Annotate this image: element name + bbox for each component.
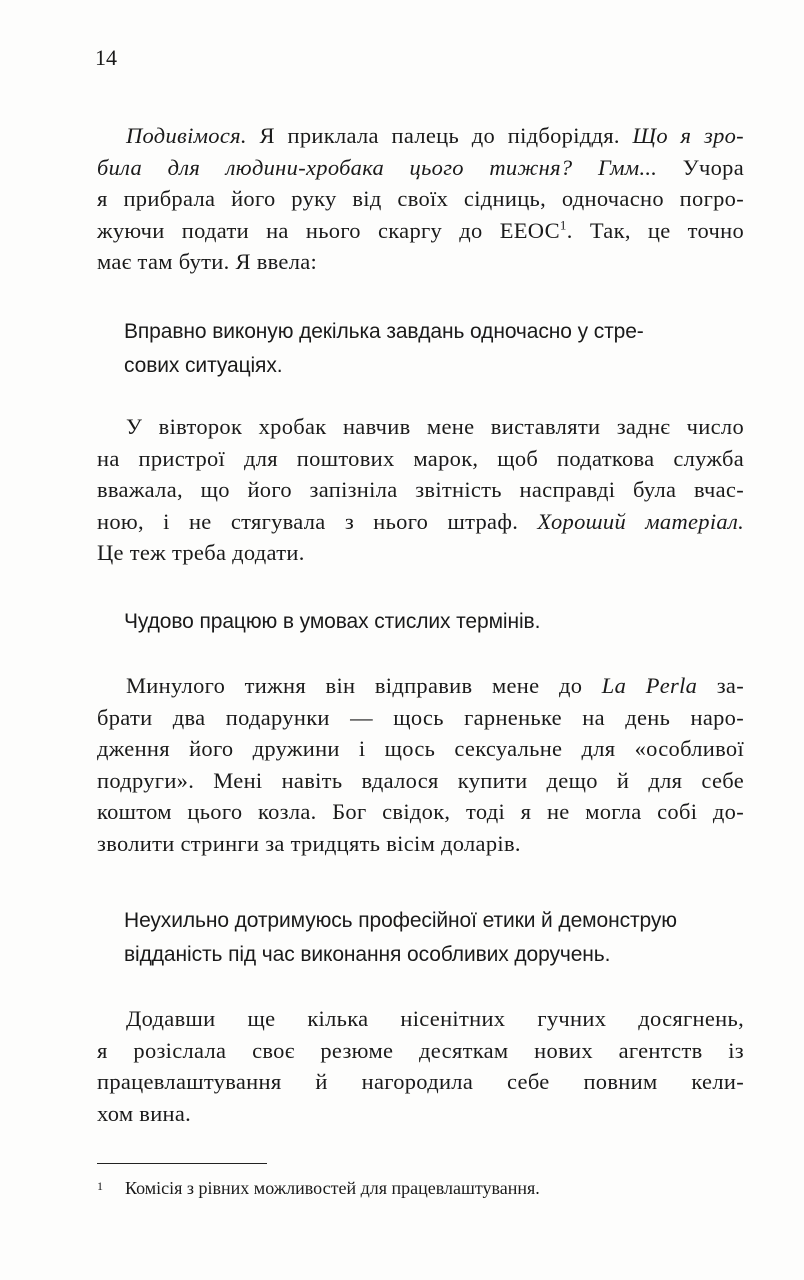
resume-entry-3 <box>124 904 744 972</box>
resume-entry-1-line-1: Вправно виконую декілька завдань одночасно у стре- <box>124 320 644 343</box>
resume-entry-2 <box>124 605 744 639</box>
paragraph-2-line-4 <box>97 506 744 538</box>
paragraph-4-line-2: я розіслала своє резюме десяткам нових агентств із <box>97 1037 744 1063</box>
footnote-mark: 1 <box>97 1179 103 1193</box>
paragraph-2 <box>97 411 744 569</box>
text-run: жуючи подати на нього скаргу до ЕЕОС <box>97 217 560 243</box>
footnote-text: Комісія з рівних можливостей для працевлаштування. <box>125 1178 540 1198</box>
paragraph-2-line-1: У вівторок хробак навчив мене виставляти заднє число <box>126 414 744 439</box>
paragraph-1-line-1 <box>97 120 744 152</box>
text-run: ною, і не стягувала з нього штраф. <box>97 508 538 534</box>
paragraph-1-line-3: я прибрала його руку від своїх сідниць, одночасно погро- <box>97 186 744 211</box>
paragraph-4-line-4: хом вина. <box>97 1100 192 1126</box>
paragraph-1-line-4 <box>97 215 744 247</box>
paragraph-1-line-5: має там бути. Я ввела: <box>97 249 318 274</box>
paragraph-2-line-2: на пристрої для поштових марок, щоб податкова служба <box>97 445 744 471</box>
resume-entry-3-line-2: відданість під час виконання особливих доручень. <box>124 943 611 966</box>
italic-text: Подивімося. <box>126 123 247 148</box>
italic-text: била для людини-хробака цього тижня? Гмм... <box>97 154 658 180</box>
resume-entry-3-line-1: Неухильно дотримуюсь професійної етики й демонструю <box>124 909 677 932</box>
resume-entry-1-line-2: сових ситуаціях. <box>124 354 283 377</box>
paragraph-2-line-3: вважала, що його запізніла звітність насправді була вчас- <box>97 477 744 502</box>
paragraph-1-line-2 <box>97 152 744 184</box>
paragraph-3-line-6: зволити стринги за тридцять вісім доларів. <box>97 830 521 856</box>
paragraph-3-line-2: брати два подарунки — щось гарненьке на день наро- <box>97 704 744 730</box>
italic-text: La Perla <box>601 673 698 698</box>
paragraph-4 <box>97 1003 744 1129</box>
footnote-reference[interactable]: 1 <box>559 217 567 232</box>
italic-text: Хороший матеріал. <box>537 508 744 534</box>
paragraph-3-line-3: дження його дружини і щось сексуальне для «особливої <box>97 736 744 761</box>
paragraph-3-line-5: коштом цього козла. Бог свідок, тоді я не могла собі до- <box>97 799 744 824</box>
paragraph-3-line-4: подруги». Мені навіть вдалося купити дещо й для себе <box>97 767 744 793</box>
text-run: . Так, це точно <box>566 217 744 243</box>
text-run: за- <box>697 673 744 698</box>
text-run: Учора <box>657 154 744 180</box>
paragraph-4-line-3: працевлаштування й нагородила себе повним кели- <box>97 1069 744 1094</box>
paragraph-1 <box>97 120 744 278</box>
footnote-divider <box>97 1163 267 1164</box>
paragraph-2-line-5: Це теж треба додати. <box>97 540 305 565</box>
page-number: 14 <box>95 45 117 70</box>
paragraph-3-line-1 <box>97 670 744 702</box>
paragraph-4-line-1: Додавши ще кілька нісенітних гучних досягнень, <box>126 1006 744 1031</box>
italic-text: Що я зро- <box>632 123 744 148</box>
text-run: Я приклала палець до підборіддя. <box>246 123 633 148</box>
paragraph-3 <box>97 670 744 859</box>
resume-entry-2-line-1: Чудово працюю в умовах стислих термінів. <box>124 610 541 633</box>
text-run: Минулого тижня він відправив мене до <box>126 673 602 698</box>
footnote <box>97 1176 540 1200</box>
resume-entry-1 <box>124 315 744 383</box>
